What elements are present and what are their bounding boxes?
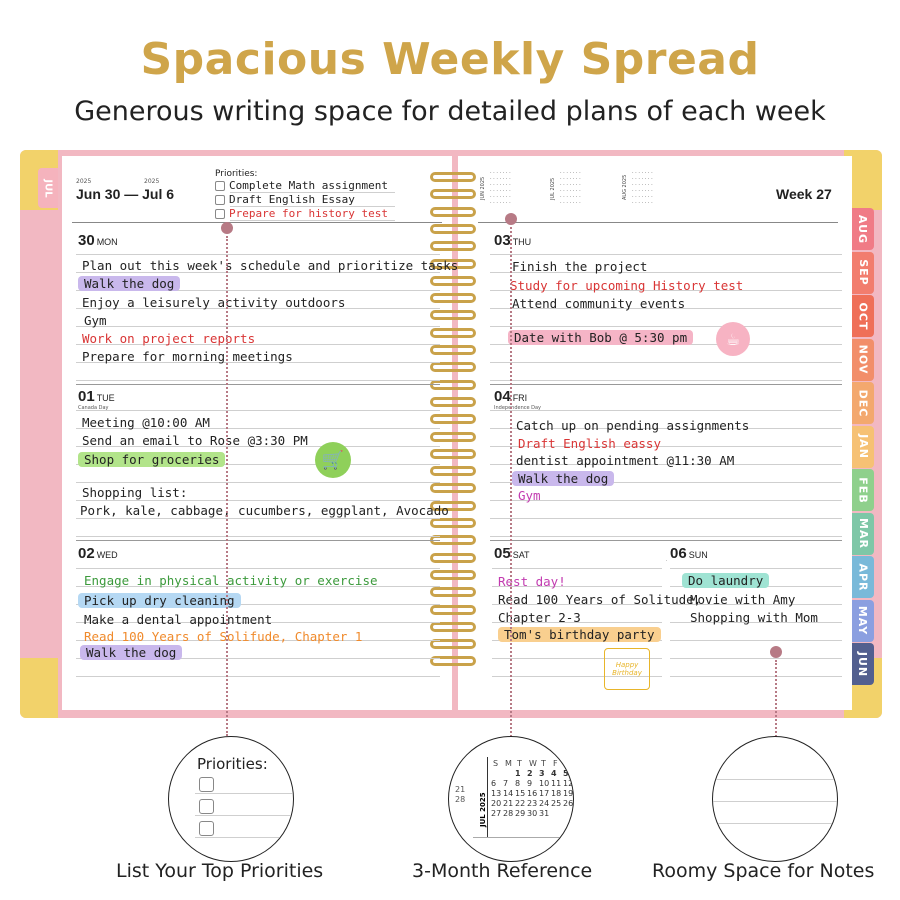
calendar-day: 14 [503, 789, 514, 798]
holiday-label: Canada Day [78, 405, 109, 411]
entry: Plan out this week's schedule and prioritize tasks [82, 258, 459, 273]
calendar-day: 11 [551, 779, 562, 788]
ruled-line [670, 676, 842, 677]
calendar-day: 7 [503, 779, 509, 788]
priority-item[interactable]: Complete Math assignment [215, 179, 388, 192]
weekday-header: S [565, 759, 571, 768]
birthday-cake-icon: Happy Birthday [604, 648, 650, 690]
ring [430, 172, 476, 182]
checkbox-icon[interactable] [215, 181, 225, 191]
calendar-day: 31 [539, 809, 550, 818]
tab-label: NOV [856, 344, 870, 375]
entry: Finish the project [512, 259, 648, 274]
ring [430, 293, 476, 303]
mini-calendar-label: JUL 2025 [550, 177, 556, 200]
mini-calendar-label: AUG 2025 [622, 174, 628, 200]
calendar-day: 19 [563, 789, 574, 798]
shopping-cart-icon: 🛒 [315, 442, 351, 478]
tab-dec[interactable] [852, 382, 874, 424]
entry: Shopping with Mom [690, 610, 818, 625]
tab-label: OCT [856, 302, 870, 330]
calendar-day: 20 [491, 799, 502, 808]
calendar-day: 22 [515, 799, 526, 808]
tab-aug[interactable] [852, 208, 874, 250]
entry-highlighted: Date with Bob @ 5:30 pm [508, 330, 693, 345]
ring [430, 605, 476, 615]
calendar-day: 9 [527, 779, 533, 788]
calendar-day: 29 [515, 809, 526, 818]
tab-label: SEP [856, 259, 870, 286]
priority-item[interactable]: Draft English Essay [215, 193, 355, 206]
entry: Gym [84, 313, 107, 328]
ruled-line [490, 362, 842, 363]
week-number: Week 27 [776, 186, 832, 202]
caption-calendar: 3-Month Reference [412, 860, 593, 882]
entry: Engage in physical activity or exercise [84, 573, 378, 588]
calendar-day: 21 [503, 799, 514, 808]
year-left: 2025 [76, 178, 92, 185]
entry: Movie with Amy [690, 592, 796, 607]
tab-mar[interactable] [852, 513, 874, 555]
entry: dentist appointment @11:30 AM [516, 453, 735, 468]
day-header-thu: 03 THU [494, 232, 532, 249]
ruled-line [490, 540, 842, 541]
callout-leader [775, 660, 777, 740]
calendar-day: 30 [527, 809, 538, 818]
ring [430, 397, 476, 407]
mini-calendar-grid: · · · · · · · · · · · · · · · · · · · · · · · · · · · · · · · · · · · · · · · · · · [632, 170, 653, 206]
tab-jun[interactable] [852, 643, 874, 685]
ruled-line [478, 222, 838, 223]
tab-may[interactable] [852, 600, 874, 642]
ruled-line [490, 254, 842, 255]
ruled-line [490, 384, 842, 385]
ruled-line [76, 500, 440, 501]
ruled-line [72, 222, 442, 223]
ruled-line [490, 326, 842, 327]
day-header-sat: 05 SAT [494, 545, 530, 562]
ruled-line [76, 482, 440, 483]
weekday-header: T [517, 759, 522, 768]
day-header-tue: 01 TUE [78, 388, 115, 405]
ring [430, 345, 476, 355]
entry-highlighted: Walk the dog [80, 645, 182, 660]
entry-highlighted: Walk the dog [78, 276, 180, 291]
tab-label: APR [856, 562, 870, 592]
caption-priorities: List Your Top Priorities [116, 860, 324, 882]
ruled-line [666, 560, 667, 561]
calendar-day: 6 [491, 779, 497, 788]
ruled-line [490, 500, 842, 501]
day-header-mon: 30 MON [78, 232, 118, 249]
entry-highlighted: Tom's birthday party [498, 627, 661, 642]
callout-pin [221, 222, 233, 234]
calendar-month-label: JUL 2025 [479, 792, 487, 827]
entry: Meeting @10:00 AM [82, 415, 210, 430]
mini-calendar-grid: · · · · · · · · · · · · · · · · · · · · · · · · · · · · · · · · · · · · · · · · · · [490, 170, 511, 206]
calendar-day: 1 [515, 769, 521, 778]
year-right: 2025 [144, 178, 160, 185]
ring [430, 587, 476, 597]
headline: Spacious Weekly Spread [140, 34, 760, 85]
calendar-day: 4 [551, 769, 557, 778]
calendar-day: 18 [551, 789, 562, 798]
checkbox-icon[interactable] [215, 195, 225, 205]
entry-highlighted: Pick up dry cleaning [78, 593, 241, 608]
entry: Chapter 2-3 [498, 610, 581, 625]
ring [430, 310, 476, 320]
week-range: Jun 30 — Jul 6 [76, 186, 175, 202]
calendar-day: 5 [563, 769, 569, 778]
ruled-line [490, 518, 842, 519]
entry: Read 100 Years of Solifude, Chapter 1 [84, 629, 363, 644]
ruled-line [76, 540, 440, 541]
calendar-day: 17 [539, 789, 550, 798]
ring [430, 466, 476, 476]
entry-highlighted: Walk the dog [512, 471, 614, 486]
ruled-line [76, 536, 440, 537]
drink-icon: ☕ [716, 322, 750, 356]
calendar-day: 27 [491, 809, 502, 818]
callout-leader [226, 236, 228, 736]
day-header-fri: 04 FRI [494, 388, 528, 405]
entry: Send an email to Rose @3:30 PM [82, 433, 308, 448]
weekday-header: F [553, 759, 558, 768]
checkbox-icon [199, 777, 214, 792]
ruled-line [76, 380, 440, 381]
calendar-day: 15 [515, 789, 526, 798]
checkbox-icon [199, 821, 214, 836]
callout-leader [510, 227, 512, 737]
entry: Work on project reports [82, 331, 256, 346]
calendar-day: 2 [527, 769, 533, 778]
calendar-day: 28 [455, 795, 466, 804]
entry-highlighted: Do laundry [682, 573, 769, 588]
tab-label: MAY [856, 605, 870, 636]
ring [430, 241, 476, 251]
calendar-day: 8 [515, 779, 521, 788]
calendar-day: 13 [491, 789, 502, 798]
tab-jan[interactable] [852, 426, 874, 468]
tab-oct[interactable] [852, 295, 874, 337]
priorities-zoom [168, 736, 294, 862]
callout-pin [505, 213, 517, 225]
ring [430, 224, 476, 234]
entry: Rest day! [498, 574, 566, 589]
mini-calendar-grid: · · · · · · · · · · · · · · · · · · · · · · · · · · · · · · · · · · · · · · · · · · [560, 170, 581, 206]
entry: Enjoy a leisurely activity outdoors [82, 295, 346, 310]
weekday-header: W [529, 759, 537, 768]
corner-protector [20, 658, 58, 718]
ruled-line [76, 518, 440, 519]
calendar-day: 28 [503, 809, 514, 818]
ruled-line [76, 568, 440, 569]
tab-label: JAN [856, 434, 870, 459]
calendar-day: 10 [539, 779, 550, 788]
entry: Gym [518, 488, 541, 503]
entry: Prepare for morning meetings [82, 349, 293, 364]
weekday-header: S [493, 759, 499, 768]
tab-label: MAR [856, 518, 870, 549]
entry: Study for upcoming History test [510, 278, 744, 293]
entry-highlighted: Shop for groceries [78, 452, 225, 467]
day-header-sun: 06 SUN [670, 545, 708, 562]
weekday-header: T [541, 759, 546, 768]
ring [430, 362, 476, 372]
calendar-day: 25 [551, 799, 562, 808]
priority-item[interactable]: Prepare for history test [215, 207, 388, 220]
entry: Read 100 Years of Solitude, [498, 592, 702, 607]
holiday-label: Independence Day [494, 405, 542, 411]
ring [430, 276, 476, 286]
calendar-day: 26 [563, 799, 574, 808]
ruled-line [670, 658, 842, 659]
ring [430, 518, 476, 528]
ring [430, 207, 476, 217]
tab-label: JUN [856, 651, 870, 677]
day-header-wed: 02 WED [78, 545, 118, 562]
calendar-divider [487, 757, 488, 837]
weekday-header: M [505, 759, 512, 768]
entry: Catch up on pending assignments [516, 418, 750, 433]
ring [430, 622, 476, 632]
priorities-label: Priorities: [215, 169, 258, 179]
ruled-line [670, 640, 842, 641]
entry: Draft English eassy [518, 436, 661, 451]
ring [430, 553, 476, 563]
ruled-line [76, 410, 440, 411]
ruled-line [76, 676, 440, 677]
ring [430, 189, 476, 199]
tab-label: FEB [856, 476, 870, 504]
caption-notes: Roomy Space for Notes [652, 860, 875, 882]
priorities-zoom-label: Priorities: [197, 755, 268, 773]
calendar-zoom [448, 736, 574, 862]
calendar-divider [473, 837, 573, 838]
calendar-day: 23 [527, 799, 538, 808]
ruled-line [490, 536, 842, 537]
checkbox-icon[interactable] [215, 209, 225, 219]
tab-apr[interactable] [852, 556, 874, 598]
ruled-line [76, 384, 440, 385]
ruled-line [490, 380, 842, 381]
subheadline: Generous writing space for detailed plans of each week [74, 96, 826, 127]
tab-feb[interactable] [852, 469, 874, 511]
mini-calendar-label: JUN 2025 [480, 176, 486, 200]
ring [430, 328, 476, 338]
tab-label: AUG [856, 214, 870, 244]
ruled-line [492, 568, 662, 569]
tab-sep[interactable] [852, 252, 874, 294]
calendar-day: 12 [563, 779, 574, 788]
ruled-line [76, 254, 440, 255]
checkbox-icon [199, 799, 214, 814]
entry: Attend community events [512, 296, 686, 311]
tab-jul[interactable]: JUL [38, 168, 58, 208]
ring [430, 414, 476, 424]
calendar-day: 24 [539, 799, 550, 808]
callout-pin [770, 646, 782, 658]
tab-label: DEC [856, 389, 870, 417]
calendar-day: 3 [539, 769, 545, 778]
tab-nov[interactable] [852, 339, 874, 381]
ruled-line [490, 410, 842, 411]
ruled-line [670, 568, 842, 569]
ruled-line [76, 326, 440, 327]
entry: Shopping list: [82, 485, 188, 500]
entry: Make a dental appointment [84, 612, 273, 627]
calendar-day: 21 [455, 785, 466, 794]
entry: Pork, kale, cabbage, cucumbers, eggplant, Avocado [80, 503, 449, 518]
calendar-day: 16 [527, 789, 538, 798]
ring [430, 483, 476, 493]
ring [430, 449, 476, 459]
notes-zoom [712, 736, 838, 862]
ring [430, 432, 476, 442]
ring [430, 570, 476, 580]
